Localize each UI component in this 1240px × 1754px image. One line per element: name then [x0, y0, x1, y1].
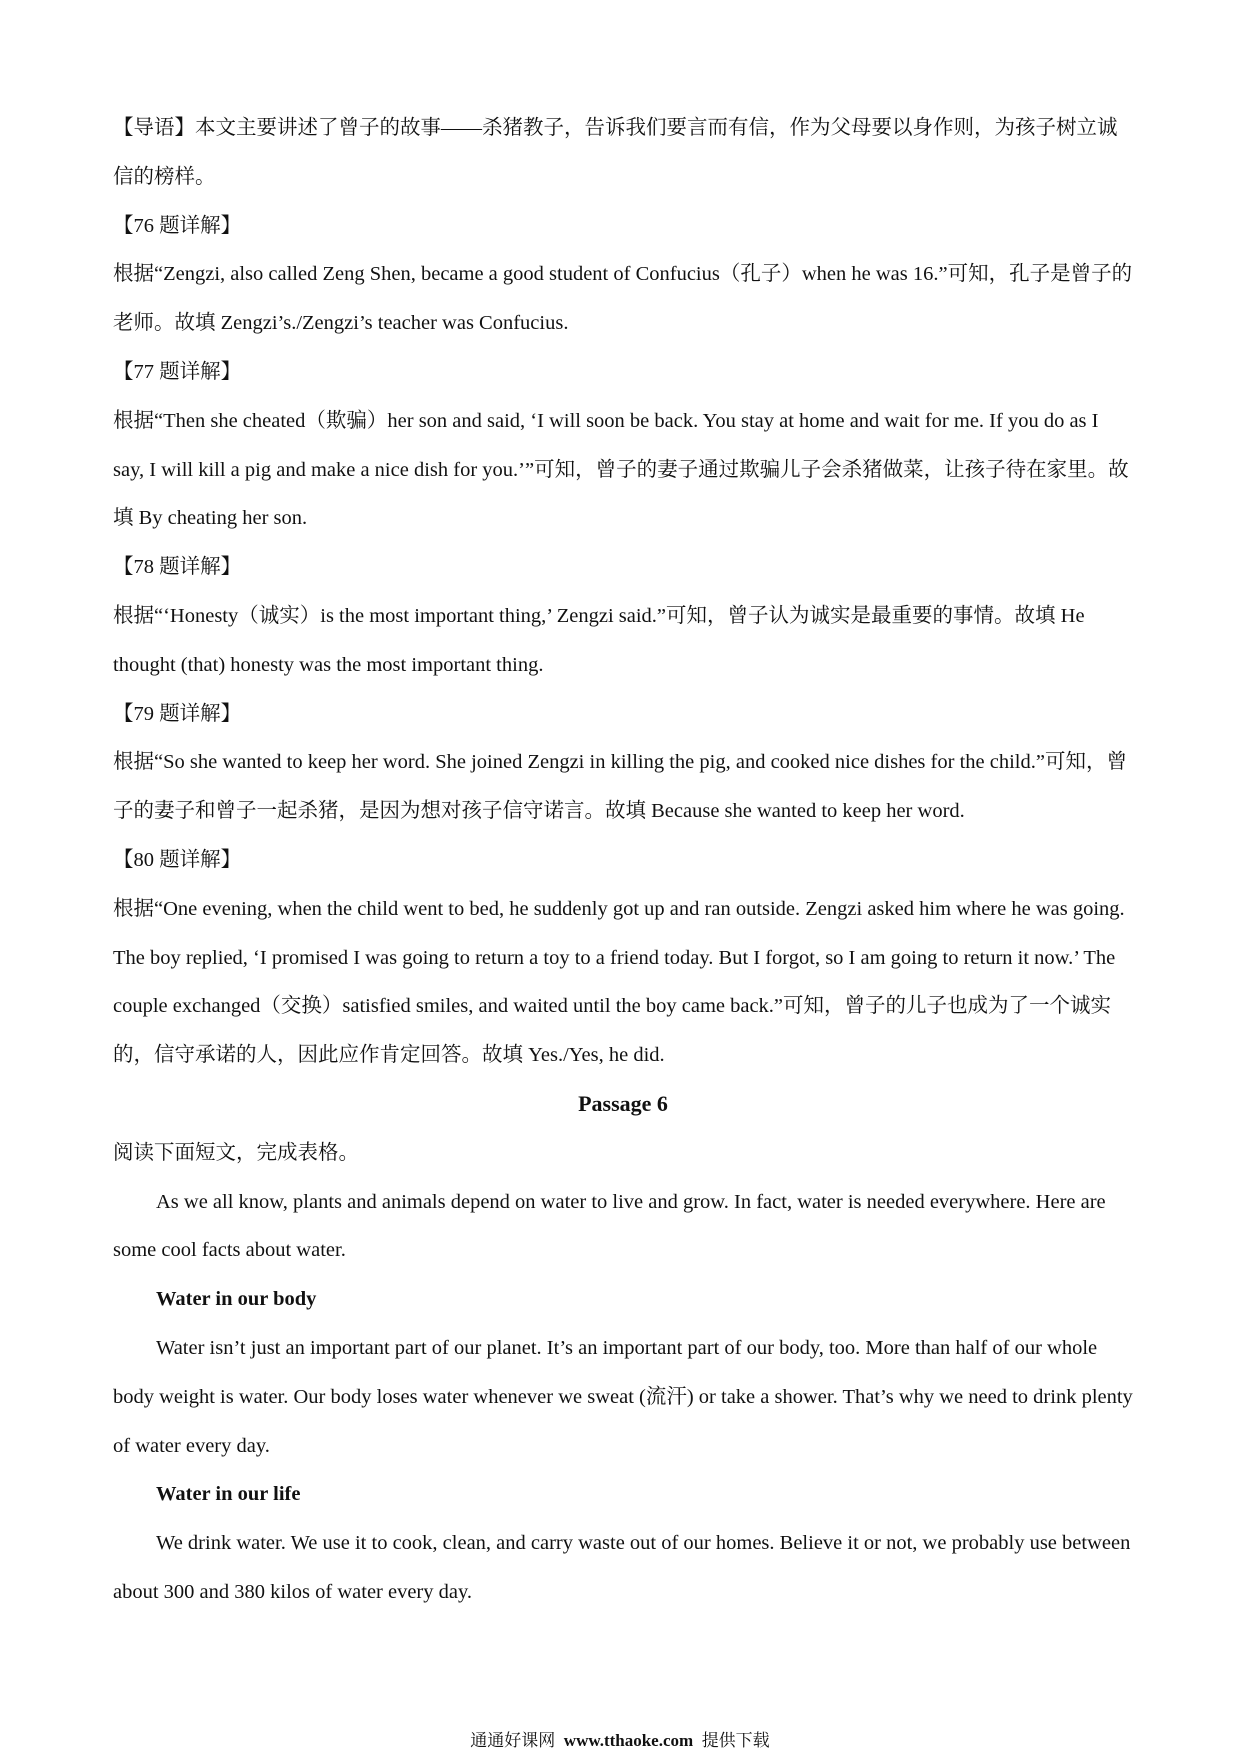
- passage-instruction: 阅读下面短文，完成表格。: [113, 1141, 359, 1164]
- page-footer: [0, 1730, 1240, 1752]
- q79-heading: 【79 题详解】: [113, 702, 242, 725]
- q80-explanation: 根据“One evening, when the child went to bed, he suddenly got up and ran outside. Zengzi asked him where he was going. The boy replied, ‘I promised I was going to return a toy to a friend today. But I forgot, so I am going to return it now.’ The couple exchanged（交换）satisfied smiles, and waited until the boy came back.”可知，曾子的儿子也成为了一个诚实的，信守承诺的人，因此应作肯定回答。故填 Yes./Yes, he did.: [113, 897, 1125, 1067]
- section-text-life: We drink water. We use it to cook, clean, and carry waste out of our homes. Believe it or not, we probably use between about 300 and 380 kilos of water every day.: [113, 1532, 1131, 1603]
- q77-explanation: 根据“Then she cheated（欺骗）her son and said, ‘I will soon be back. You stay at home and wait for me. If you do as I say, I will kill a pig and make a nice dish for you.’”可知，曾子的妻子通过欺骗儿子会杀猪做菜，让孩子待在家里。故填 By cheating her son.: [113, 409, 1129, 530]
- lead-paragraph: 【导语】本文主要讲述了曾子的故事——杀猪教子，告诉我们要言而有信，作为父母要以身作则，为孩子树立诚信的榜样。: [113, 117, 1118, 188]
- q80-heading: 【80 题详解】: [113, 848, 242, 871]
- document-page: [113, 104, 1133, 1617]
- section-heading-life: Water in our life: [156, 1483, 301, 1506]
- section-text-body: Water isn’t just an important part of our planet. It’s an important part of our body, too. More than half of our whole body weight is water. Our body loses water whenever we sweat (流汗) or take a shower. That’s why we need to drink plenty of water every day.: [113, 1336, 1133, 1457]
- q78-heading: 【78 题详解】: [113, 556, 242, 579]
- q76-heading: 【76 题详解】: [113, 214, 242, 237]
- q79-explanation: 根据“So she wanted to keep her word. She joined Zengzi in killing the pig, and cooked nice dishes for the child.”可知，曾子的妻子和曾子一起杀猪，是因为想对孩子信守诺言。故填 Because she wanted to keep her word.: [113, 751, 1127, 823]
- footer-suffix: 提供下载: [701, 1731, 770, 1750]
- q77-heading: 【77 题详解】: [113, 360, 242, 383]
- q76-explanation: 根据“Zengzi, also called Zeng Shen, became a good student of Confucius（孔子）when he was 16.”可知，孔子是曾子的老师。故填 Zengzi’s./Zengzi’s teacher was Confucius.: [113, 263, 1133, 335]
- q78-explanation: 根据“‘Honesty（诚实）is the most important thing,’ Zengzi said.”可知，曾子认为诚实是最重要的事情。故填 He thought (that) honesty was the most important thing.: [113, 604, 1085, 676]
- footer-site-name: 通通好课网: [470, 1731, 556, 1750]
- passage-title: Passage 6: [578, 1090, 668, 1116]
- section-heading-body: Water in our body: [156, 1288, 317, 1311]
- footer-url[interactable]: www.tthaoke.com: [563, 1731, 694, 1750]
- passage-intro: As we all know, plants and animals depend on water to live and grow. In fact, water is needed everywhere. Here are some cool facts about water.: [113, 1190, 1106, 1262]
